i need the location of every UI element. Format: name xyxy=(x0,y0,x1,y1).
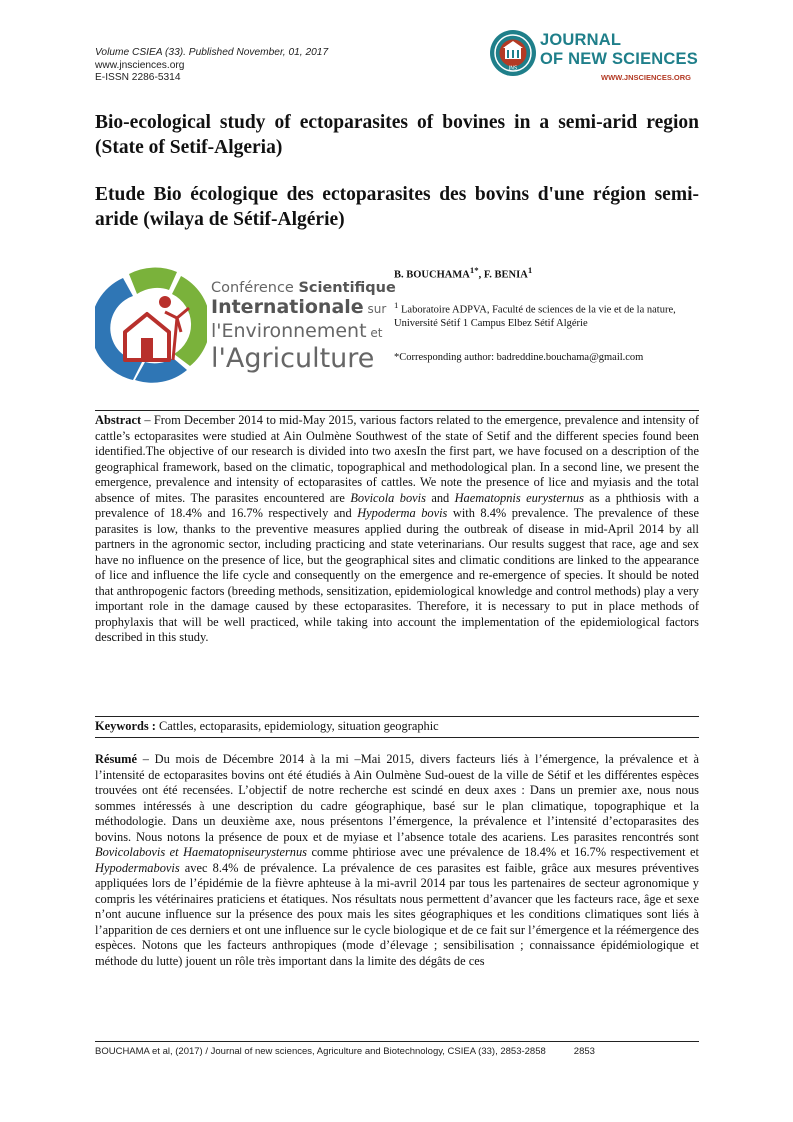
title-english: Bio-ecological study of ectoparasites of bovines in a semi-arid region (State of Setif-Algeria) xyxy=(95,112,699,158)
divider-top xyxy=(95,410,699,411)
resume-dash: – xyxy=(136,752,155,766)
page-number: 2853 xyxy=(573,1046,595,1057)
website-line: www.jnsciences.org xyxy=(95,59,185,71)
journal-title-line1: JOURNAL xyxy=(540,31,622,49)
resume-text-3: avec 8.4% de prévalence. La prévalence de ces parasites est faible, grâce aux mesures préventives appliquées lors de l’épidémie de la fièvre aphteuse à la mi-avril 2014 par tous les partenaires de secteur agronomique y compris les vétérinaires praticiens et étatiques. Nos résultats nous permettent d’avancer que les facteurs race, âge et sexe n’ont aucune influence sur la présence des poux mais les sites géographiques et les conditions climatiques sont liés à l’apparition de ces derniers et ont une influence sur le cycle biologique et de ce fait sur l’émergence et la réémergence des espèces. Notons que les facteurs anthropiques (mode d’élevage ; sensibilisation ; connaissance épidémiologique et méthode du lutte) jouent un rôle très important dans la limite des dégâts de ces xyxy=(95,860,700,968)
resume-species-2: Hypodermabovis xyxy=(95,860,180,875)
conference-text xyxy=(211,280,399,374)
footer-citation: BOUCHAMA et al, (2017) / Journal of new sciences, Agriculture and Biotechnology, CSIEA (33), 2853-2858 xyxy=(95,1046,546,1057)
conf-word-environnement: l'Environnement xyxy=(211,320,367,342)
abstract-text-4: with 8.4% prevalence. The prevalence of these parasites is low, thanks to the preventive measures applied during the outbreak of disease in mid-April 2014 by all partners in the agronomic sector, including practicing and state veterinarians. Our results suggest that race, age and sex have no influence on the presence of lice, but the geographical sites and climatic conditions are linked to the appearance of lice and influence the life cycle and consequently on the emergence and re-emergence of species. It should be noted that anthropogenic factors (breeding methods, sensitization, epidemiological knowledge and control methods) play a very important role in the damage caused by these ectoparasites. Therefore, it is necessary to put in place methods of prophylaxis that will be well practiced, while taking into account the implementation of the epidemiological factors described in this study. xyxy=(95,506,699,644)
affiliation-sup: 1 xyxy=(394,300,399,310)
abstract-text-1: From December 2014 to mid-May 2015, various factors related to the emergence, prevalence and intensity of cattle’s ectoparasites were studied at Ain Oulmène Southwest of the state of Setif and the different species found been identified.The objective of our research is divided into two axesIn the first part, we have focused on a description of the geographical framework, based on the climatic, topographical and methodological plan. In a second line, we present the emergence, prevalence and intensity of ectoparasites of cattles. We note the presence of lice and myiasis and the total absence of mites. The parasites encountered are xyxy=(95,413,700,505)
corresponding-author: *Corresponding author: badreddine.bouchama@gmail.com xyxy=(394,351,644,363)
author-names xyxy=(394,264,704,282)
volume-line: Volume CSIEA (33). Published November, 01, 2017 xyxy=(95,47,329,58)
journal-seal-text: JNS xyxy=(508,65,518,72)
abstract-label: Abstract xyxy=(95,413,142,427)
page-footer xyxy=(95,1046,595,1057)
species-bovicola: Bovicola bovis xyxy=(350,490,426,505)
conf-word-et: et xyxy=(366,326,383,340)
conf-word-conference: Conférence xyxy=(211,280,299,296)
author-1-name: B. BOUCHAMA xyxy=(394,269,470,281)
author-affiliation xyxy=(394,299,704,331)
keywords-text: Cattles, ectoparasits, epidemiology, situation geographic xyxy=(155,719,439,733)
keywords-label: Keywords : xyxy=(95,719,156,733)
divider-keywords-top xyxy=(95,716,699,717)
title-french: Etude Bio écologique des ectoparasites des bovins d'une région semi-aride (wilaya de Sétif-Algérie) xyxy=(95,184,699,230)
conference-logo xyxy=(95,262,396,392)
conf-word-agriculture: l'Agriculture xyxy=(211,343,375,374)
journal-url: WWW.JNSCIENCES.ORG xyxy=(601,73,692,82)
resume-text-1: Du mois de Décembre 2014 à la mi –Mai 2015, divers facteurs liés à l’émergence, la prévalence et à l’intensité de ectoparasites bovins ont été étudiés à Ain Oulmène Sud-ouest de la ville de Sétif et les différentes espèces trouvées ont été recensées. L’objectif de notre recherche est scindé en deux axes : Dans un premier axe, nous nous sommes intéressés à une description du cadre géographique, basé sur le plan climatique, topographique et la méthodologie. Dans un deuxième axe, nous présentons l’émergence, la prévalence et l’intensité d’ectoparasites des bovins. Nous notons la présence de poux et de myiase et l’absence totale des acariens. Les parasites rencontrés sont xyxy=(95,752,700,844)
abstract-text-3: as a phthiosis with a prevalence of 18.4% and 16.7% respectively and xyxy=(95,490,699,520)
conf-word-scientifique: Scientifique xyxy=(298,280,396,296)
conference-emblem-icon xyxy=(95,262,207,392)
keywords-paragraph xyxy=(95,719,699,735)
journal-title-line2: OF NEW SCIENCES xyxy=(540,50,698,68)
author-2-name: , F. BENIA xyxy=(478,269,528,281)
journal-seal-icon xyxy=(488,28,538,78)
author-block xyxy=(394,264,704,364)
abstract-text-2: and xyxy=(425,490,455,505)
page-header xyxy=(95,47,328,85)
abstract-dash: – xyxy=(141,413,154,427)
resume-species-1: Bovicolabovis et Haematopniseurysternus xyxy=(95,845,307,859)
journal-logo xyxy=(488,28,708,88)
divider-keywords-bottom xyxy=(95,737,699,738)
resume-label: Résumé xyxy=(95,752,137,766)
abstract-paragraph xyxy=(95,413,699,646)
author-2-sup: 1 xyxy=(527,265,533,275)
species-hypoderma: Hypoderma bovis xyxy=(357,506,448,520)
eissn-line: E-ISSN 2286-5314 xyxy=(95,72,181,83)
species-haematopnis: Haematopnis eurysternus xyxy=(454,490,584,505)
affiliation-text: Laboratoire ADPVA, Faculté de sciences de la vie et de la nature, Université Sétif 1 Campus Elbez Sétif Algérie xyxy=(394,304,676,329)
author-1-sup: 1* xyxy=(469,265,479,275)
divider-footer xyxy=(95,1041,699,1042)
resume-text-2: comme phtiriose avec une prévalence de 18.4% et 16.7% respectivement et xyxy=(307,845,699,859)
conf-word-sur: sur xyxy=(363,302,387,316)
resume-paragraph xyxy=(95,752,699,969)
conf-word-internationale: Internationale xyxy=(211,296,364,318)
